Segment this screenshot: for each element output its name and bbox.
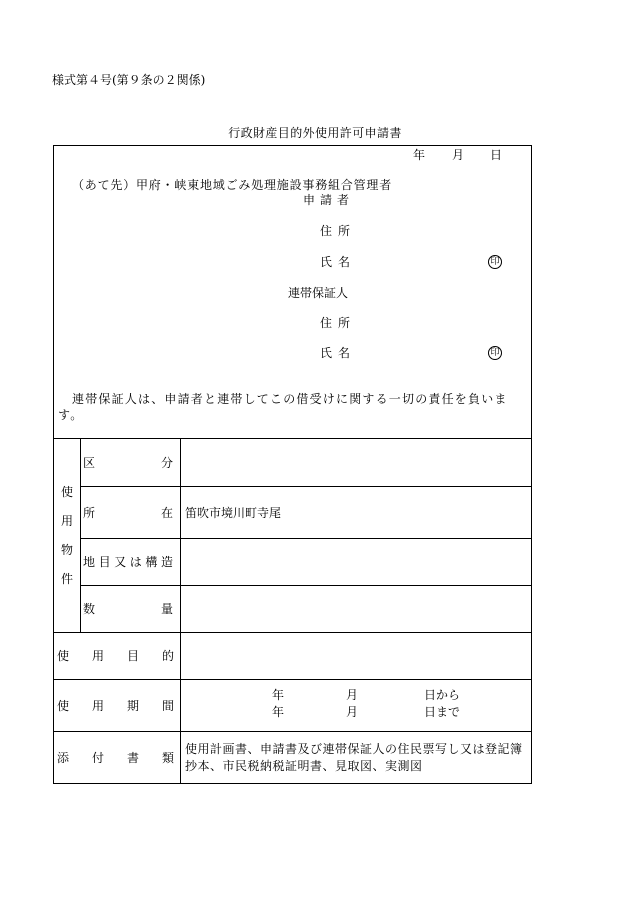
purpose-value-cell	[180, 632, 532, 680]
label-char: 使	[57, 698, 70, 713]
label-char: 添	[57, 750, 70, 765]
property-land-type-label-cell	[80, 538, 181, 586]
applicant-label: 申請者	[303, 193, 355, 207]
applicant-name-label: 氏名	[320, 255, 357, 269]
period-from-year: 年	[272, 688, 285, 702]
property-land-type-value-cell	[180, 538, 532, 586]
form-title: 行政財産目的外使用許可申請書	[228, 126, 402, 140]
form-number: 様式第４号(第９条の２関係)	[52, 73, 206, 87]
label-char: 的	[161, 649, 174, 663]
guarantor-seal-mark: 印	[488, 346, 502, 360]
label-char: 分	[160, 455, 173, 470]
date-month-label: 月	[452, 148, 465, 162]
label-char: 量	[160, 602, 173, 616]
guarantor-address-label: 住所	[320, 316, 357, 330]
label-char: 目	[98, 555, 111, 569]
label-char: 用	[91, 649, 104, 663]
property-location-label-cell	[80, 486, 181, 539]
form-header-cell	[53, 145, 532, 439]
property-location-value: 笛吹市境川町寺尾	[185, 505, 282, 520]
label-char: 在	[160, 505, 173, 520]
label-char: 又	[114, 555, 127, 569]
guarantor-label: 連帯保証人	[288, 286, 349, 300]
attachments-value-cell	[180, 731, 532, 784]
property-location-label	[81, 506, 180, 520]
date-day-label: 日	[490, 148, 503, 162]
property-quantity-value-cell	[180, 585, 532, 633]
period-from-day: 日から	[424, 688, 461, 702]
property-land-type-label	[81, 555, 180, 569]
property-location-value-cell	[180, 486, 532, 539]
label-char: 目	[126, 649, 139, 663]
label-char: 構	[145, 555, 158, 569]
property-quantity-label-cell	[80, 585, 181, 633]
property-group-cell	[53, 438, 81, 633]
period-value-cell	[180, 679, 532, 732]
period-to-year: 年	[272, 705, 285, 719]
date-year-label: 年	[413, 148, 426, 162]
purpose-label-cell	[53, 632, 181, 680]
period-label	[54, 699, 180, 713]
applicant-address-label: 住所	[320, 224, 357, 238]
label-char: 使	[60, 484, 73, 499]
property-category-label	[81, 456, 180, 470]
property-category-value-cell	[180, 438, 532, 487]
label-char: 用	[60, 513, 73, 528]
purpose-label	[54, 649, 180, 663]
property-quantity-label	[81, 602, 180, 616]
label-char: 用	[91, 698, 104, 713]
period-label-cell	[53, 679, 181, 732]
label-char: 付	[91, 750, 104, 765]
property-category-label-cell	[80, 438, 181, 487]
label-char: 件	[60, 572, 73, 587]
label-char: 間	[161, 698, 174, 713]
guarantor-name-label: 氏名	[320, 346, 357, 360]
period-to-day: 日まで	[424, 705, 461, 719]
period-to-month: 月	[346, 705, 359, 719]
label-char: 書	[126, 750, 139, 765]
label-char: 使	[57, 649, 70, 663]
attachments-label-cell	[53, 731, 181, 784]
label-char: 所	[83, 505, 96, 520]
period-from-month: 月	[346, 688, 359, 702]
guarantor-liability-statement: 連帯保証人は、申請者と連帯してこの借受けに関する一切の責任を負います。	[58, 392, 508, 422]
label-char: 造	[160, 555, 173, 569]
label-char: 類	[161, 750, 174, 765]
label-char: 地	[83, 555, 96, 569]
label-char: 物	[60, 543, 73, 558]
attachments-label	[54, 751, 180, 765]
attachments-value: 使用計画書、申請書及び連帯保証人の住民票写し又は登記簿抄本、市民税納税証明書、見取図、実測図	[185, 741, 523, 773]
applicant-seal-mark: 印	[488, 255, 502, 269]
label-char: は	[129, 555, 142, 569]
label-char: 区	[83, 455, 96, 470]
addressee: （あて先）甲府・峡東地域ごみ処理施設事務組合管理者	[72, 178, 393, 192]
label-char: 期	[126, 698, 139, 713]
property-group-label	[61, 485, 73, 587]
label-char: 数	[83, 602, 96, 616]
